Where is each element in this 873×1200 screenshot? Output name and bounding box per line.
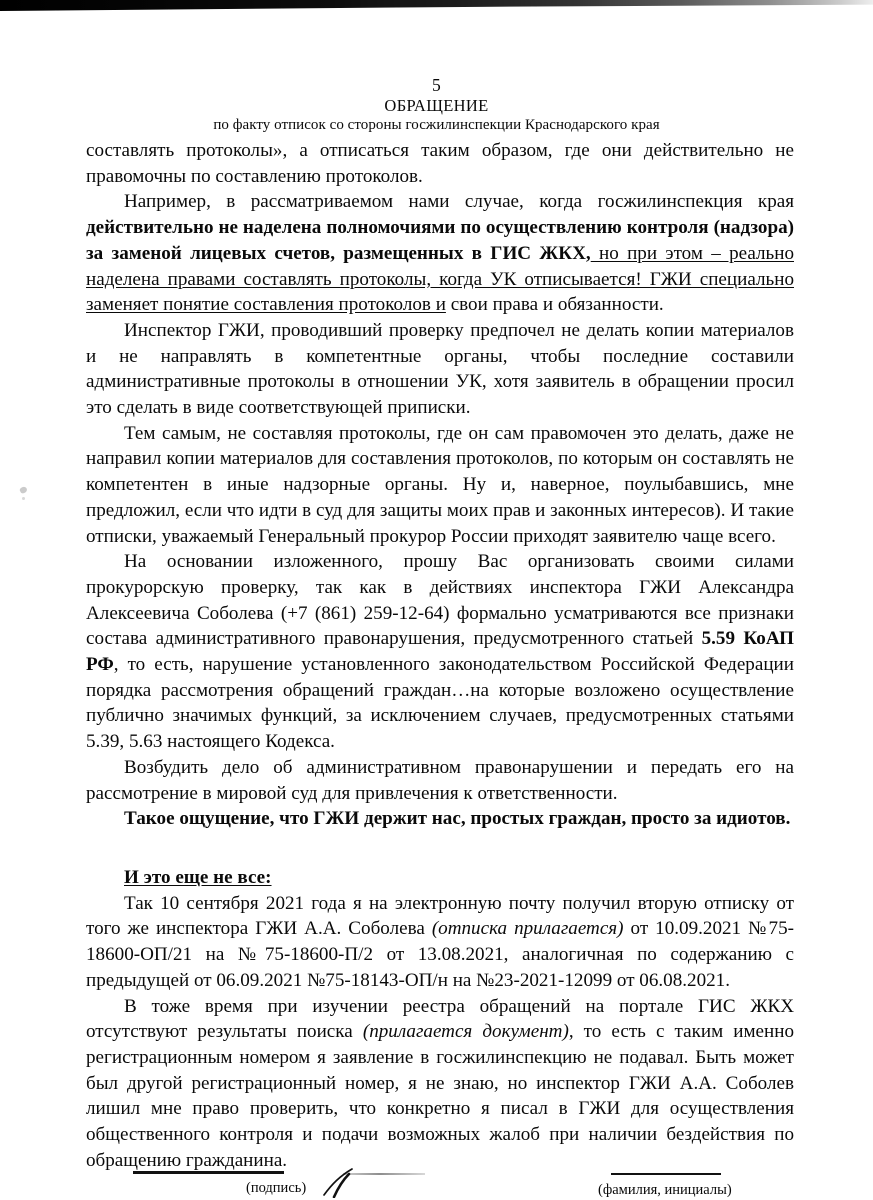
emphasis-underlined-text: но при этом – реально наделена правами составлять протоколы, когда УК отписывается! ГЖИ специально заменяет понятие составления протоколов и	[86, 242, 794, 316]
paragraph-text: Возбудить дело об административном правонарушении и передать его на рассмотрение в мировой суд для привлечения к ответственности.	[86, 756, 794, 804]
paragraph-protocols	[86, 421, 794, 550]
attachment-note-italic: (прилагается документ)	[362, 1021, 569, 1043]
section-spacer	[86, 832, 794, 865]
paragraph-inspector	[86, 318, 794, 421]
paragraph-lead-text: Например, в рассматриваемом нами случае, когда госжилинспекция края	[124, 191, 794, 213]
page-title: ОБРАЩЕНИЕ	[384, 95, 489, 115]
paragraph-text: На основании изложенного, прошу Вас организовать своими силами прокурорскую проверку, так как в действиях инспектора ГЖИ Александра Алексеевича Соболева (+7 (861) 259-12-64) формально усматриваются все признаки состава административного правонарушения, предусмотренного статьей	[86, 551, 794, 650]
document-body	[86, 138, 794, 1173]
paragraph-registry	[86, 994, 794, 1174]
signature-rule-faded	[343, 1173, 425, 1175]
signature-rule	[133, 1171, 284, 1174]
emphasis-bold-text: действительно не наделена полномочиями по осуществлению контроля (надзора) за заменой лицевых счетов, размещенных в ГИС ЖКХ,	[86, 217, 794, 264]
paragraph-text: от 10.09.2021 №75-18600-ОП/21 на №75-18600-П/2 от 13.08.2021, аналогичная по содержанию с предыдущей от 06.09.2021 №75-18143-ОП/н на №23-2021-12099 от 06.08.2021.	[86, 918, 794, 991]
paragraph-request	[86, 549, 794, 755]
signature-block	[0, 1158, 873, 1200]
attachment-note-italic: (отписка прилагается)	[431, 918, 624, 940]
paragraph-text: Тем самым, не составляя протоколы, где он сам правомочен это делать, даже не направил копии материалов для составления протоколов, по которым он составлять не компетентен в иные надзорные органы. Ну и, наверное, поулыбавшись, мне предложил, если что идти в суд для защиты моих прав и законных интересов). И такие отписки, уважаемый Генеральный прокурор России приходят заявителю чаще всего.	[86, 422, 794, 547]
paragraph-text: Так 10 сентября 2021 года я на электронную почту получил вторую отписку от того же инспектора ГЖИ А.А. Соболева	[86, 892, 794, 940]
document-subtitle: по факту отписок со стороны госжилинспекции Краснодарского края	[213, 117, 660, 134]
paragraph-second-reply	[86, 891, 794, 994]
paragraph-continuation	[86, 138, 794, 189]
paragraph-initiate-case	[86, 755, 794, 806]
paragraph-text: составлять протоколы», а отписаться таким образом, где они действительно не правомочны по составлению протоколов.	[86, 140, 794, 187]
paragraph-conclusion	[86, 806, 794, 832]
paragraph-tail-text: свои права и обязанности.	[445, 294, 664, 316]
paragraph-text: , то есть с таким именно регистрационным номером я заявление в госжилинспекцию не подавал. Быть может был другой регистрационный номер, я не знаю, но инспектор ГЖИ А.А. Соболев лишил мне право проверить, что конкретно я писал в ГЖИ для осуществления общественного контроля и подачи возможных жалоб при наличии бездействия по обращению гражданина.	[86, 1021, 795, 1171]
paragraph-text: Инспектор ГЖИ, проводивший проверку предпочел не делать копии материалов и не направлять в компетентные органы, чтобы последние составили административные протоколы в отношении УК, хотя заявитель в обращении просил это сделать в виде соответствующей приписки.	[86, 319, 794, 419]
name-rule	[611, 1173, 721, 1175]
conclusion-bold-text: Такое ощущение, что ГЖИ держит нас, простых граждан, просто за идиотов.	[124, 808, 791, 830]
page-number: 5	[432, 75, 441, 95]
signature-label: (подпись)	[246, 1180, 307, 1196]
section-heading-more: И это еще не все:	[124, 866, 272, 888]
legal-article-reference: 5.59 КоАП РФ	[86, 628, 794, 676]
paragraph-text: В тоже время при изучении реестра обращений на портале ГИС ЖКХ отсутствуют результаты поиска	[86, 995, 794, 1043]
paragraph-text: , то есть, нарушение установленного законодательством Российской Федерации порядка рассмотрения обращений граждан…на которые возложено осуществление публично значимых функций, за исключением случаев, предусмотренных статьями 5.39, 5.63 настоящего Кодекса.	[86, 654, 794, 753]
paragraph-authority	[86, 189, 794, 318]
name-label: (фамилия, инициалы)	[598, 1182, 732, 1198]
document-header	[0, 76, 873, 134]
